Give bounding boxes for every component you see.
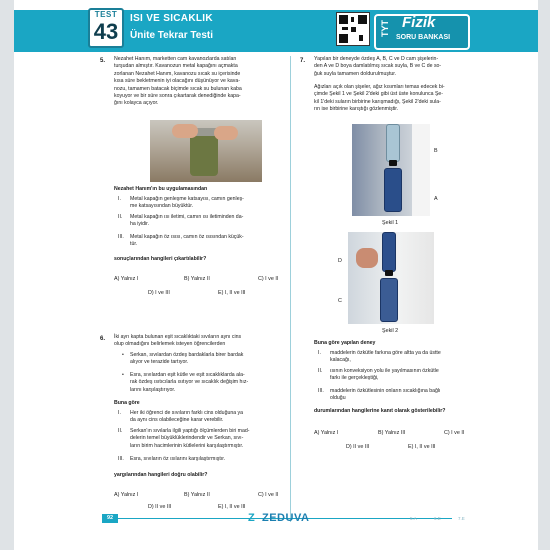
fig2-label-c: C: [338, 298, 342, 304]
q6-item-1: I. Her iki öğrenci de sıvıların farklı cins olduğuna ya da aynı cins olabileceğine karar verebilir.: [118, 410, 244, 424]
bottle-b: [386, 124, 400, 162]
q7-figure-2-photo: [348, 232, 434, 324]
unit-title: ISI VE SICAKLIK: [130, 13, 213, 24]
q6-item-3: III. Esra, sıvıların öz ısılarını karşılaştırmıştır.: [118, 456, 226, 462]
q6-bullet-1: • Serkan, sıvılardan özdeş bardaklarla birer bardak alıyor ve terazide tartıyor.: [122, 352, 244, 366]
brand-subject: Fizik: [402, 14, 436, 31]
q5-option-c[interactable]: C) I ve II: [258, 276, 279, 282]
fig1-caption: Şekil 1: [382, 220, 399, 226]
q5-item-2: II. Metal kapağın ısı iletimi, camın ısı iletiminden da- ha iyidir.: [118, 214, 244, 228]
q7-number: 7.: [300, 58, 306, 64]
test-badge: [88, 8, 124, 48]
q6-option-c[interactable]: C) I ve II: [258, 492, 279, 498]
q7-stem-2: Ağızları açık olan şişeler, ağız kısımları temas edecek bi- çimde Şekil 1 ve Şekil 2'deki gibi üst üste konulunca Şe- kil 1'deki suların birbirine karışmadığı, Şekil 2'deki sula- rın ise birbirine karıştığı gözlenmiştir.: [314, 84, 445, 113]
q6-option-d[interactable]: D) II ve III: [148, 504, 172, 510]
q7-question: durumlarından hangilerine kanıt olarak gösterilebilir?: [314, 408, 446, 414]
q6-number: 6.: [100, 336, 106, 342]
q5-stem: Nezahet Hanım, marketten cam kavanozlarda satılan turşudan almıştır. Kavanozun metal kapağını açmakta zorlanan Nezahet Hanım, kavanozu sıcak su içerisinde kısa süre bekletmenin iyi olacağını düşünüyor ve kava- nozu, tamamen batacak biçimde sıcak su bulunan kaba koyuyor ve bir süre sonra çıkartarak denediğinde kapa- ğını kolayca açıyor.: [114, 56, 242, 107]
q5-item-1: I. Metal kapağın genleşme katsayısı, camın genleş- me katsayısından büyüktür.: [118, 196, 244, 210]
bottle-d: [382, 232, 396, 272]
q5-item-3: III. Metal kapağın öz ısısı, camın öz ısısından küçük- tür.: [118, 234, 244, 248]
zeduva-logo-icon: Z: [248, 512, 255, 524]
q7-item-3: III. maddelerin özkütlesinin onların sıcaklığına bağlı olduğu: [318, 388, 441, 402]
left-hand: [172, 124, 198, 138]
bottle-a: [384, 168, 402, 212]
fig1-label-a: A: [434, 196, 438, 202]
q5-number: 5.: [100, 58, 106, 64]
bottle-neck-2: [385, 270, 393, 276]
jar-shape: [190, 132, 218, 176]
q5-option-d[interactable]: D) I ve III: [148, 290, 170, 296]
q7-lead: Buna göre yapılan deney: [314, 340, 376, 346]
brand-book: SORU BANKASI: [396, 34, 451, 41]
bottle-c: [380, 278, 398, 322]
q7-item-1: I. maddelerin özkütle farkına göre altta ya da üstte kalacağı,: [318, 350, 441, 364]
column-divider: [290, 56, 291, 522]
q5-question: sonuçlarından hangileri çıkartılabilir?: [114, 256, 207, 262]
q5-option-a[interactable]: A) Yalnız I: [114, 276, 139, 282]
q5-jar-photo: [150, 120, 262, 182]
q7-option-e[interactable]: E) I, II ve III: [408, 444, 436, 450]
bottle-neck: [389, 160, 397, 166]
q7-option-d[interactable]: D) II ve III: [346, 444, 370, 450]
q5-option-e[interactable]: E) I, II ve III: [218, 290, 246, 296]
q6-option-a[interactable]: A) Yalnız I: [114, 492, 139, 498]
page-number: 92: [102, 514, 118, 523]
answer-key-6: 6.E: [434, 516, 441, 521]
test-word: TEST: [94, 10, 118, 19]
q7-option-c[interactable]: C) I ve II: [444, 430, 465, 436]
q6-stem: İki ayrı kapta bulunan eşit sıcaklıktaki sıvıların aynı cins olup olmadığını belirlemek isteyen öğrencilerden: [114, 334, 242, 348]
q7-item-2: II. ısının konveksiyon yolu ile yayılmasının özkütle farkı ile gerçekleştiği,: [318, 368, 439, 382]
q7-option-b[interactable]: B) Yalnız III: [378, 430, 406, 436]
qr-code-icon[interactable]: [336, 12, 370, 46]
hand-figure-2: [356, 248, 378, 268]
answer-key-7: 7.E: [458, 516, 465, 521]
q5-option-b[interactable]: B) Yalnız II: [184, 276, 210, 282]
right-hand: [214, 126, 238, 140]
q6-question: yargılarından hangileri doğru olabilir?: [114, 472, 208, 478]
zeduva-logo-text: ZEDUVA: [262, 512, 310, 524]
unit-subtitle: Ünite Tekrar Testi: [130, 30, 213, 41]
q6-item-2: II. Serkan'ın sıvılarla ilgili yaptığı ölçümlerden biri mad- delerin temel büyüklüklerindendir ve Serkan, sıvı- ların birim hacimlerinin kütlelerini karşılaştırmıştır.: [118, 428, 250, 449]
brand-tyt: TYT: [380, 20, 390, 37]
answer-key-5: 5.A: [410, 516, 417, 521]
q7-stem-1: Yapılan bir deneyde özdeş A, B, C ve D cam şişelerin- den A ve D boya damlatılmış sıcak suyla, B ve C de so- ğuk suyla tamamen dolduruImuştur.: [314, 56, 442, 77]
q6-lead: Buna göre: [114, 400, 140, 406]
q7-figure-1-photo: [352, 124, 430, 216]
fig2-caption: Şekil 2: [382, 328, 399, 334]
fig1-label-b: B: [434, 148, 438, 154]
q5-lead: Nezahet Hanım'ın bu uygulamasından: [114, 186, 208, 192]
q6-bullet-2: • Esra, sıvılardan eşit kütle ve eşit sıcaklıklarda ala- rak özdeş ısıtıcılarla ısıtıyor ve sıcaklık değişim hız- larını karşılaştırıyor.: [122, 372, 249, 393]
workbook-page: [14, 0, 538, 550]
q7-option-a[interactable]: A) Yalnız I: [314, 430, 339, 436]
q6-option-b[interactable]: B) Yalnız II: [184, 492, 210, 498]
q6-option-e[interactable]: E) I, II ve III: [218, 504, 246, 510]
fig2-label-d: D: [338, 258, 342, 264]
test-number: 43: [93, 19, 119, 44]
